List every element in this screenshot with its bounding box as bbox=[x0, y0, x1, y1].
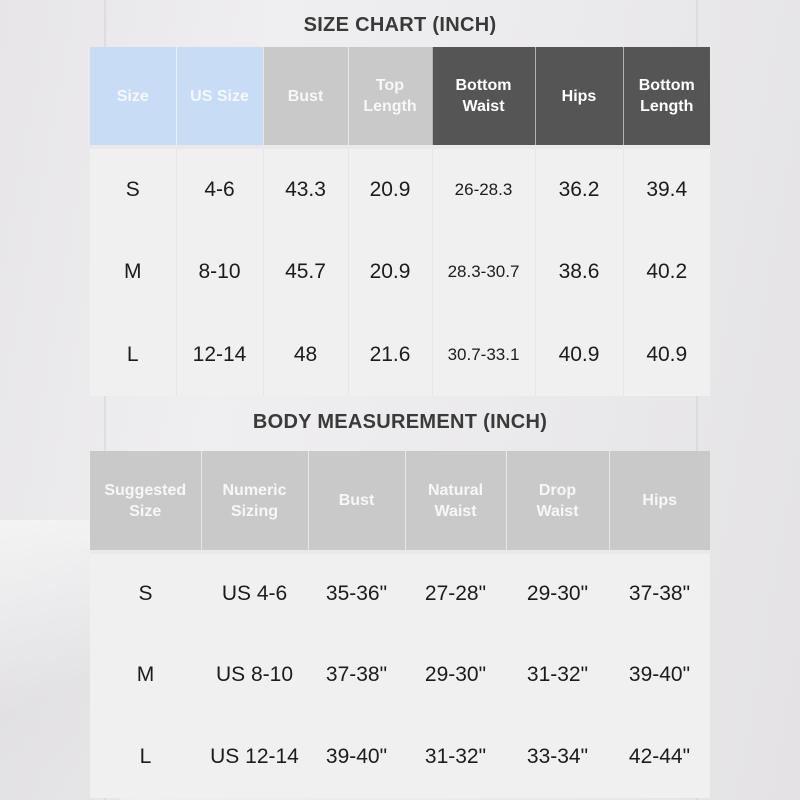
cell-bust: 48 bbox=[263, 313, 348, 396]
cell-us-size: 4-6 bbox=[176, 147, 263, 230]
header-numeric-sizing: Numeric Sizing bbox=[201, 451, 308, 552]
cell-size: S bbox=[90, 147, 176, 230]
cell-bottom-length: 40.2 bbox=[623, 230, 710, 313]
cell-drop-waist: 29-30" bbox=[506, 552, 609, 634]
cell-bottom-length: 39.4 bbox=[623, 147, 710, 230]
cell-hips: 38.6 bbox=[535, 230, 623, 313]
cell-suggested-size: M bbox=[90, 634, 201, 716]
cell-hips: 36.2 bbox=[535, 147, 623, 230]
cell-us-size: 8-10 bbox=[176, 230, 263, 313]
cell-size: M bbox=[90, 230, 176, 313]
table-row bbox=[90, 716, 710, 798]
cell-hips: 37-38" bbox=[609, 552, 710, 634]
header-bust: Bust bbox=[308, 451, 405, 552]
table-row bbox=[90, 230, 710, 313]
cell-natural-waist: 29-30" bbox=[405, 634, 506, 716]
table-row bbox=[90, 313, 710, 396]
size-chart-title: SIZE CHART (INCH) bbox=[303, 14, 497, 36]
header-suggested-size: Suggested Size bbox=[90, 451, 201, 552]
cell-hips: 39-40" bbox=[609, 634, 710, 716]
cell-top-length: 21.6 bbox=[348, 313, 432, 396]
cell-numeric-sizing: US 12-14 bbox=[201, 716, 308, 798]
table-row bbox=[90, 147, 710, 230]
cell-hips: 40.9 bbox=[535, 313, 623, 396]
body-measurement-title: BODY MEASUREMENT (INCH) bbox=[252, 411, 548, 433]
table-row bbox=[90, 634, 710, 716]
cell-suggested-size: L bbox=[90, 716, 201, 798]
cell-bottom-waist: 30.7-33.1 bbox=[432, 313, 535, 396]
cell-bust: 35-36" bbox=[308, 552, 405, 634]
header-us-size: US Size bbox=[176, 47, 263, 147]
cell-bottom-waist: 26-28.3 bbox=[432, 147, 535, 230]
cell-numeric-sizing: US 4-6 bbox=[201, 552, 308, 634]
body-measurement-table bbox=[90, 451, 710, 798]
header-hips: Hips bbox=[609, 451, 710, 552]
cell-bottom-waist: 28.3-30.7 bbox=[432, 230, 535, 313]
size-chart-header-row bbox=[90, 47, 710, 147]
cell-top-length: 20.9 bbox=[348, 147, 432, 230]
header-bottom-waist: Bottom Waist bbox=[432, 47, 535, 147]
header-size: Size bbox=[90, 47, 176, 147]
cell-drop-waist: 31-32" bbox=[506, 634, 609, 716]
cell-numeric-sizing: US 8-10 bbox=[201, 634, 308, 716]
header-hips: Hips bbox=[535, 47, 623, 147]
cell-bust: 45.7 bbox=[263, 230, 348, 313]
header-bottom-length: Bottom Length bbox=[623, 47, 710, 147]
cell-bottom-length: 40.9 bbox=[623, 313, 710, 396]
cell-bust: 37-38" bbox=[308, 634, 405, 716]
cell-top-length: 20.9 bbox=[348, 230, 432, 313]
cell-suggested-size: S bbox=[90, 552, 201, 634]
header-natural-waist: Natural Waist bbox=[405, 451, 506, 552]
cell-bust: 43.3 bbox=[263, 147, 348, 230]
cell-bust: 39-40" bbox=[308, 716, 405, 798]
size-chart-table bbox=[90, 47, 710, 396]
cell-hips: 42-44" bbox=[609, 716, 710, 798]
table-row bbox=[90, 552, 710, 634]
body-measurement-header-row bbox=[90, 451, 710, 552]
header-top-length: Top Length bbox=[348, 47, 432, 147]
cell-natural-waist: 27-28" bbox=[405, 552, 506, 634]
cell-drop-waist: 33-34" bbox=[506, 716, 609, 798]
cell-us-size: 12-14 bbox=[176, 313, 263, 396]
header-bust: Bust bbox=[263, 47, 348, 147]
header-drop-waist: Drop Waist bbox=[506, 451, 609, 552]
cell-size: L bbox=[90, 313, 176, 396]
cell-natural-waist: 31-32" bbox=[405, 716, 506, 798]
